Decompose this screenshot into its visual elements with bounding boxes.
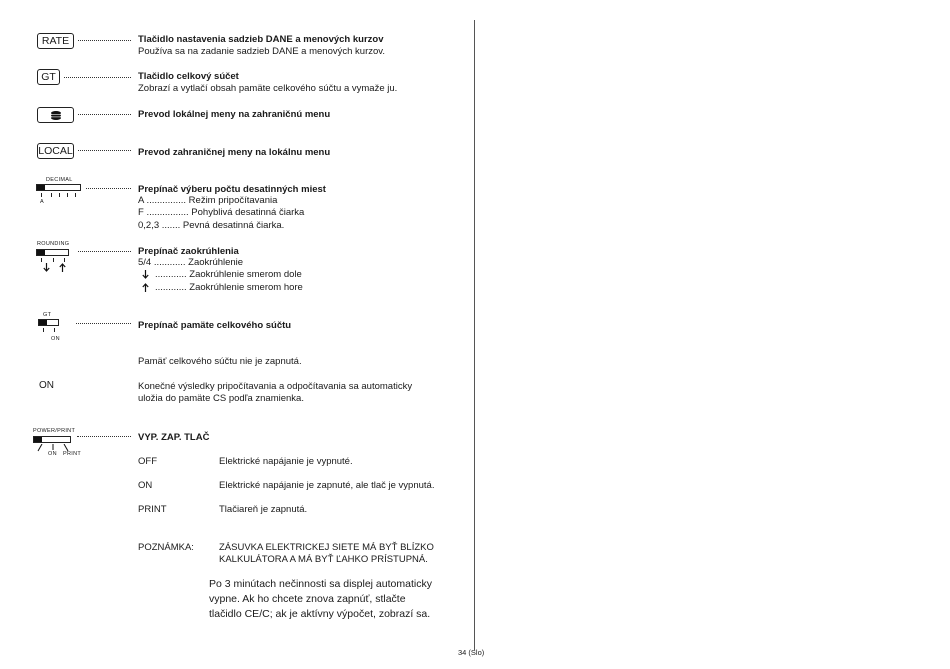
arrow-up-icon: [142, 283, 149, 292]
footer-paragraph-line-1: Po 3 minútach nečinnosti sa displej automaticky: [209, 578, 432, 590]
leader-dots: [78, 251, 131, 252]
column-divider: [474, 20, 475, 650]
tick: [51, 193, 52, 197]
power-row-label-off: OFF: [138, 456, 157, 467]
gtswitch-on-desc-1: Konečné výsledky pripočítavania a odpočítavania sa automaticky: [138, 381, 413, 392]
gtswitch-off-desc: Pamäť celkového súčtu nie je zapnutá.: [138, 356, 302, 367]
power-switch: [33, 436, 71, 443]
rounding-line-1: 5/4 ............ Zaokrúhlenie: [138, 257, 244, 268]
gt-switch: [38, 319, 59, 326]
power-switch-label: POWER/PRINT: [33, 428, 76, 434]
arrow-down-icon: [43, 263, 50, 272]
gt-switch-on: ON: [51, 336, 60, 342]
gt-desc: Zobrazí a vytlačí obsah pamäte celkového súčtu a vymaže ju.: [138, 83, 398, 94]
rate-title: Tlačidlo nastavenia sadzieb DANE a menových kurzov: [138, 34, 384, 45]
note-line-1: ZÁSUVKA ELEKTRICKEJ SIETE MÁ BYŤ BLÍZKO: [219, 542, 434, 553]
leader-dots: [76, 323, 131, 324]
gt-key: GT: [37, 69, 60, 85]
decimal-line-3: 0,2,3 ....... Pevná desatinná čiarka.: [138, 220, 285, 231]
decimal-switch: [36, 184, 81, 191]
decimal-line-2: F ................ Pohyblivá desatinná čiarka: [138, 207, 305, 218]
tick: [41, 258, 42, 262]
power-switch-on: ON: [48, 451, 57, 457]
footer-paragraph-line-2: vypne. Ak ho chcete znova zapnúť, stlačte: [209, 593, 406, 605]
power-row-desc-print: Tlačiareň je zapnutá.: [219, 504, 308, 515]
rate-desc: Používa sa na zadanie sadzieb DANE a menových kurzov.: [138, 46, 385, 57]
leader-dots: [77, 436, 131, 437]
leader-dots: [78, 114, 131, 115]
tick: [53, 258, 54, 262]
tick: [43, 328, 44, 332]
local-key: LOCAL: [38, 145, 73, 157]
local-title: Prevod zahraničnej meny na lokálnu menu: [138, 147, 331, 158]
gt-title: Tlačidlo celkový súčet: [138, 71, 239, 82]
decimal-mark-a: A: [40, 199, 44, 205]
arrow-down-icon: [142, 270, 149, 279]
power-row-label-print: PRINT: [138, 504, 167, 515]
gt-switch-label: GT: [43, 312, 52, 318]
gtswitch-title: Prepínač pamäte celkového súčtu: [138, 320, 292, 331]
leader-dots: [78, 40, 131, 41]
rounding-switch: [36, 249, 69, 256]
tick: [64, 258, 65, 262]
leader-dots: [64, 77, 131, 78]
power-switch-print: PRINT: [63, 451, 81, 457]
leader-dots: [78, 150, 131, 151]
decimal-switch-label: DECIMAL: [46, 177, 73, 183]
decimal-line-1: A ............... Režim pripočítavania: [138, 195, 278, 206]
tick: [41, 193, 42, 197]
footer-paragraph-line-3: tlačidlo CE/C; ak je aktívny výpočet, zobrazí sa.: [209, 608, 431, 620]
power-row-desc-off: Elektrické napájanie je vypnuté.: [219, 456, 353, 467]
coin-title: Prevod lokálnej meny na zahraničnú menu: [138, 109, 331, 120]
rounding-title: Prepínač zaokrúhlenia: [138, 246, 239, 257]
power-row-desc-on: Elektrické napájanie je zapnuté, ale tlač je vypnutá.: [219, 480, 435, 491]
rounding-switch-label: ROUNDING: [37, 241, 70, 247]
tick: [75, 193, 76, 197]
arrow-up-icon: [59, 263, 66, 272]
note-label: POZNÁMKA:: [138, 542, 194, 553]
gtswitch-on-label: ON: [39, 380, 54, 391]
tick: [54, 328, 55, 332]
note-line-2: KALKULÁTORA A MÁ BYŤ ĽAHKO PRÍSTUPNÁ.: [219, 554, 428, 565]
coin-stack-icon: [50, 110, 62, 121]
power-row-label-on: ON: [138, 480, 153, 491]
gtswitch-on-desc-2: uložia do pamäte CS podľa znamienka.: [138, 393, 304, 404]
page-number: 34 (Slo): [458, 648, 485, 657]
tick: [59, 193, 60, 197]
leader-dots: [86, 188, 131, 189]
tick: [67, 193, 68, 197]
coin-key: [37, 107, 74, 123]
decimal-title: Prepínač výberu počtu desatinných miest: [138, 184, 326, 195]
rate-key: RATE: [37, 33, 74, 49]
rounding-line-2: ............ Zaokrúhlenie smerom dole: [155, 269, 302, 280]
power-title: VYP. ZAP. TLAČ: [138, 432, 210, 443]
rounding-line-3: ............ Zaokrúhlenie smerom hore: [155, 282, 303, 293]
